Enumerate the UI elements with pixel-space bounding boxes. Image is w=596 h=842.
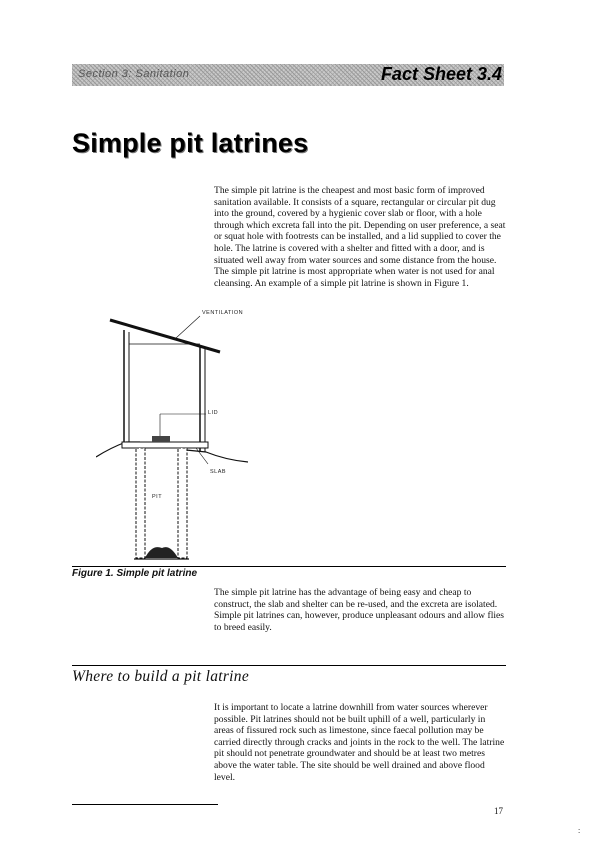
pit-label: PIT [152,494,163,500]
section-heading: Where to build a pit latrine [72,668,250,685]
roof [110,320,220,352]
ventilation-label: VENTILATION [202,310,244,316]
intro-paragraph: The simple pit latrine is the cheapest and most basic form of improved sanitation available. It consists of a square, rectangular or circular pit dug into the ground, covered by a hygienic cover slab or floor, with a hole through which excreta fall into the pit. Depending on user preference, a seat or squat hole with footrests can be installed, and a lid supplied to cover the hole. The latrine is covered with a shelter and fitted with a door, and is situated well away from water sources and some distance from the house. The simple pit latrine is most appropriate when water is not used for anal cleansing. An example of a simple pit latrine is shown in Figure 1. [214,185,506,289]
fact-sheet-header [72,64,504,86]
pit-latrine-figure [96,312,256,564]
footer-rule [72,804,218,805]
edge-mark: : [578,826,581,835]
lid [152,436,170,442]
pit-lining-right [178,448,187,558]
advantages-paragraph: The simple pit latrine has the advantage of being easy and cheap to construct, the slab and shelter can be re-used, and the excreta are isolated. Simple pit latrines can, however, produce unpleasant odours and allow flies to breed easily. [214,587,505,633]
header-fact-sheet-label: Fact Sheet 3.4 [380,64,502,84]
slab-label: SLAB [210,469,227,475]
figure-caption: Figure 1. Simple pit latrine [72,568,198,579]
page-title: Simple pit latrines [72,128,309,158]
pit-lining-left [136,448,145,558]
lid-label: LID [208,410,219,416]
pit-latrine-illustration [96,312,256,564]
caption-rule [72,566,506,567]
pit-contents [145,547,178,558]
slab-leader [196,448,208,464]
location-paragraph: It is important to locate a latrine downhill from water sources wherever possible. Pit latrines should not be built uphill of a well, particularly in areas of fissured rock such as limestone, since faecal pollution may be carried directly through cracks and joints in the rock to the well. The latrine pit should not penetrate groundwater and should be at least two metres above the water table. The site should be well drained and above flood level. [214,702,505,783]
slab [122,442,208,448]
ventilation-leader [176,316,200,338]
section-rule [72,665,506,666]
page-number: 17 [494,806,503,816]
header-section-label: Section 3: Sanitation [78,68,190,80]
